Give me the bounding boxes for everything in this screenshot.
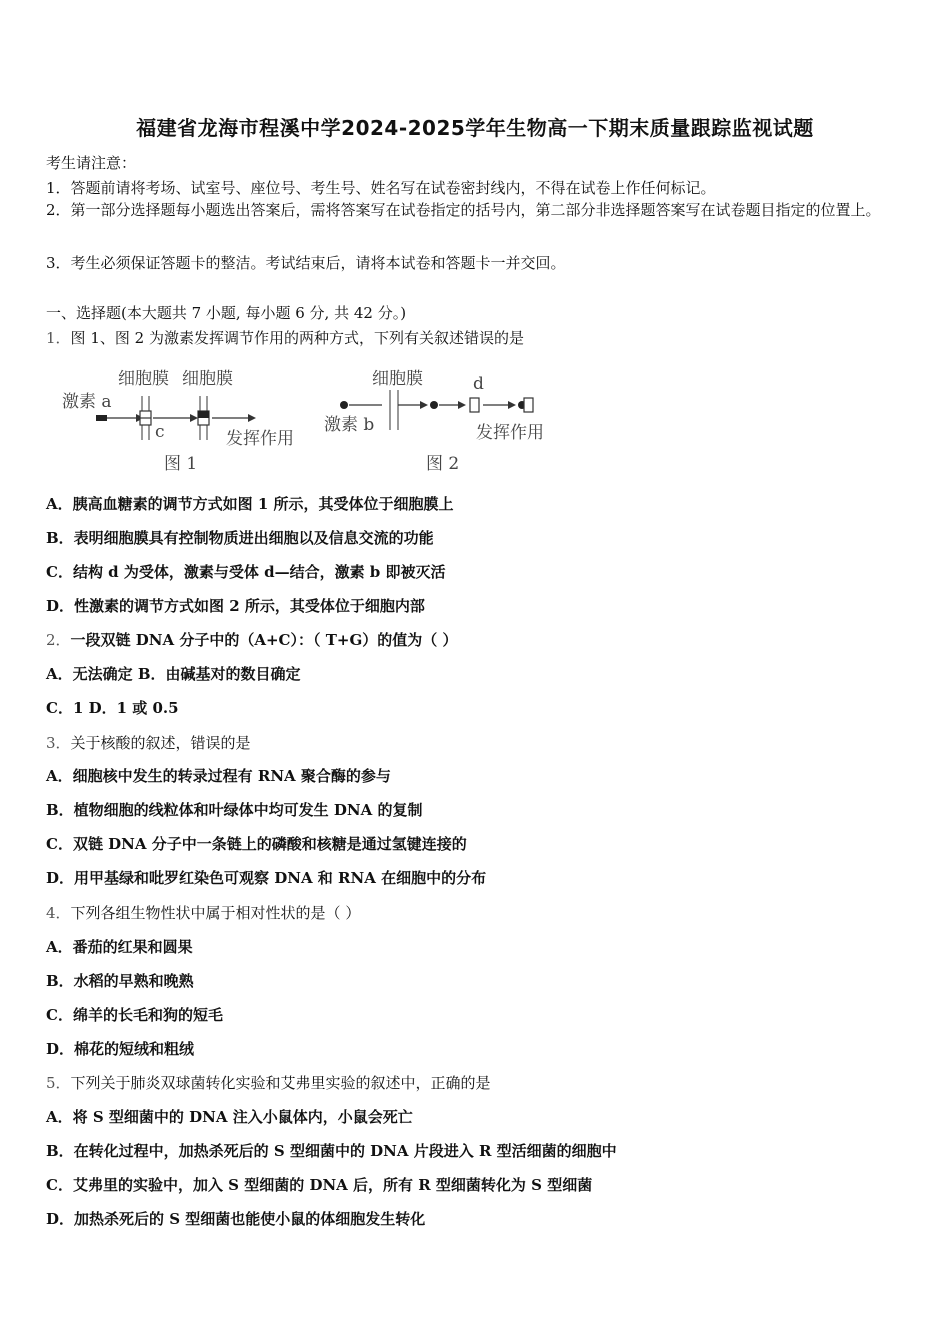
- receptor-complex-shape: [524, 398, 533, 412]
- arrow-head: [190, 414, 198, 422]
- q4-option-d: D．棉花的短绒和粗绒: [46, 1040, 195, 1058]
- page-title: 福建省龙海市程溪中学2024-2025学年生物高一下期末质量跟踪监视试题: [136, 116, 814, 140]
- fig1-caption: 图 1: [164, 454, 198, 474]
- arrow-head: [458, 401, 466, 409]
- question-2: [46, 630, 457, 650]
- hormone-b-shape: [430, 401, 438, 409]
- fig1-membrane-label-1: 细胞膜: [118, 369, 169, 389]
- figure-1: [62, 369, 294, 474]
- q3-option-c: C．双链 DNA 分子中一条链上的磷酸和核糖是通过氢键连接的: [46, 835, 467, 853]
- q1-option-c: C．结构 d 为受体，激素与受体 d—结合，激素 b 即被灭活: [46, 563, 446, 581]
- q5-option-a: A．将 S 型细菌中的 DNA 注入小鼠体内，小鼠会死亡: [46, 1108, 413, 1126]
- fig2-effect-label: 发挥作用: [476, 423, 544, 443]
- question-number: 2．: [46, 631, 71, 649]
- fig2-membrane-label: 细胞膜: [372, 369, 423, 389]
- question-5: [46, 1073, 491, 1093]
- arrow-head: [420, 401, 428, 409]
- question-number: 4．: [46, 904, 71, 922]
- fig2-hormone-label: 激素 b: [324, 415, 375, 435]
- q5-option-b: B．在转化过程中，加热杀死后的 S 型细菌中的 DNA 片段进入 R 型活细菌的细胞中: [46, 1142, 617, 1160]
- question-stem: 下列关于肺炎双球菌转化实验和艾弗里实验的叙述中，正确的是: [70, 1074, 491, 1092]
- arrow-head: [248, 414, 256, 422]
- question-1: [46, 328, 524, 348]
- question-stem: 一段双链 DNA 分子中的（A+C）：（ T+G）的值为（ ）: [70, 631, 458, 649]
- q1-option-d: D．性激素的调节方式如图 2 所示，其受体位于细胞内部: [46, 597, 425, 615]
- question-stem: 图 1、图 2 为激素发挥调节作用的两种方式，下列有关叙述错误的是: [70, 329, 524, 347]
- q4-option-b: B．水稻的早熟和晚熟: [46, 972, 194, 990]
- notice-item-2: 2．第一部分选择题每小题选出答案后，需将答案写在试卷指定的括号内，第二部分非选择题答案写在试卷题目指定的位置上。: [46, 201, 881, 219]
- question-stem: 关于核酸的叙述，错误的是: [70, 734, 251, 752]
- q1-option-b: B．表明细胞膜具有控制物质进出细胞以及信息交流的功能: [46, 529, 434, 547]
- q2-option-cd: C．1 D．1 或 0.5: [46, 699, 179, 717]
- fig1-membrane-label-2: 细胞膜: [182, 369, 233, 389]
- q4-option-a: A．番茄的红果和圆果: [46, 938, 193, 956]
- q2-option-ab: A．无法确定 B．由碱基对的数目确定: [46, 665, 301, 683]
- bound-hormone-shape: [198, 411, 209, 418]
- q4-option-c: C．绵羊的长毛和狗的短毛: [46, 1006, 223, 1024]
- fig2-d-label: d: [473, 374, 484, 394]
- notice-item-1: 1．答题前请将考场、试室号、座位号、考生号、姓名写在试卷密封线内，不得在试卷上作任何标记。: [46, 179, 716, 197]
- q1-option-a: A．胰高血糖素的调节方式如图 1 所示，其受体位于细胞膜上: [46, 495, 454, 513]
- fig2-caption: 图 2: [426, 454, 460, 474]
- fig1-c-label: c: [155, 422, 165, 442]
- question-3: [46, 733, 251, 753]
- question-number: 1．: [46, 329, 71, 347]
- q3-option-b: B．植物细胞的线粒体和叶绿体中均可发生 DNA 的复制: [46, 801, 423, 819]
- q5-option-c: C．艾弗里的实验中，加入 S 型细菌的 DNA 后，所有 R 型细菌转化为 S 型细菌: [46, 1176, 593, 1194]
- q5-option-d: D．加热杀死后的 S 型细菌也能使小鼠的体细胞发生转化: [46, 1210, 426, 1228]
- question-number: 5．: [46, 1074, 71, 1092]
- fig1-hormone-label: 激素 a: [62, 392, 112, 412]
- section-heading: 一、选择题(本大题共 7 小题, 每小题 6 分, 共 42 分。): [46, 304, 407, 322]
- hormone-a-shape: [96, 415, 107, 421]
- notice-item-3: 3．考生必须保证答题卡的整洁。考试结束后，请将本试卷和答题卡一并交回。: [46, 254, 566, 272]
- fig1-effect-label: 发挥作用: [226, 429, 294, 449]
- arrow-head: [508, 401, 516, 409]
- receptor-d-shape: [470, 398, 479, 412]
- q3-option-a: A．细胞核中发生的转录过程有 RNA 聚合酶的参与: [46, 767, 391, 785]
- figure-2: [324, 369, 544, 474]
- hormone-b-shape: [340, 401, 348, 409]
- notice-heading: 考生请注意：: [46, 154, 137, 172]
- q3-option-d: D．用甲基绿和吡罗红染色可观察 DNA 和 RNA 在细胞中的分布: [46, 869, 487, 887]
- hormone-figure: [60, 360, 580, 480]
- question-stem: 下列各组生物性状中属于相对性状的是（ ）: [70, 904, 361, 922]
- question-number: 3．: [46, 734, 71, 752]
- question-4: [46, 903, 360, 923]
